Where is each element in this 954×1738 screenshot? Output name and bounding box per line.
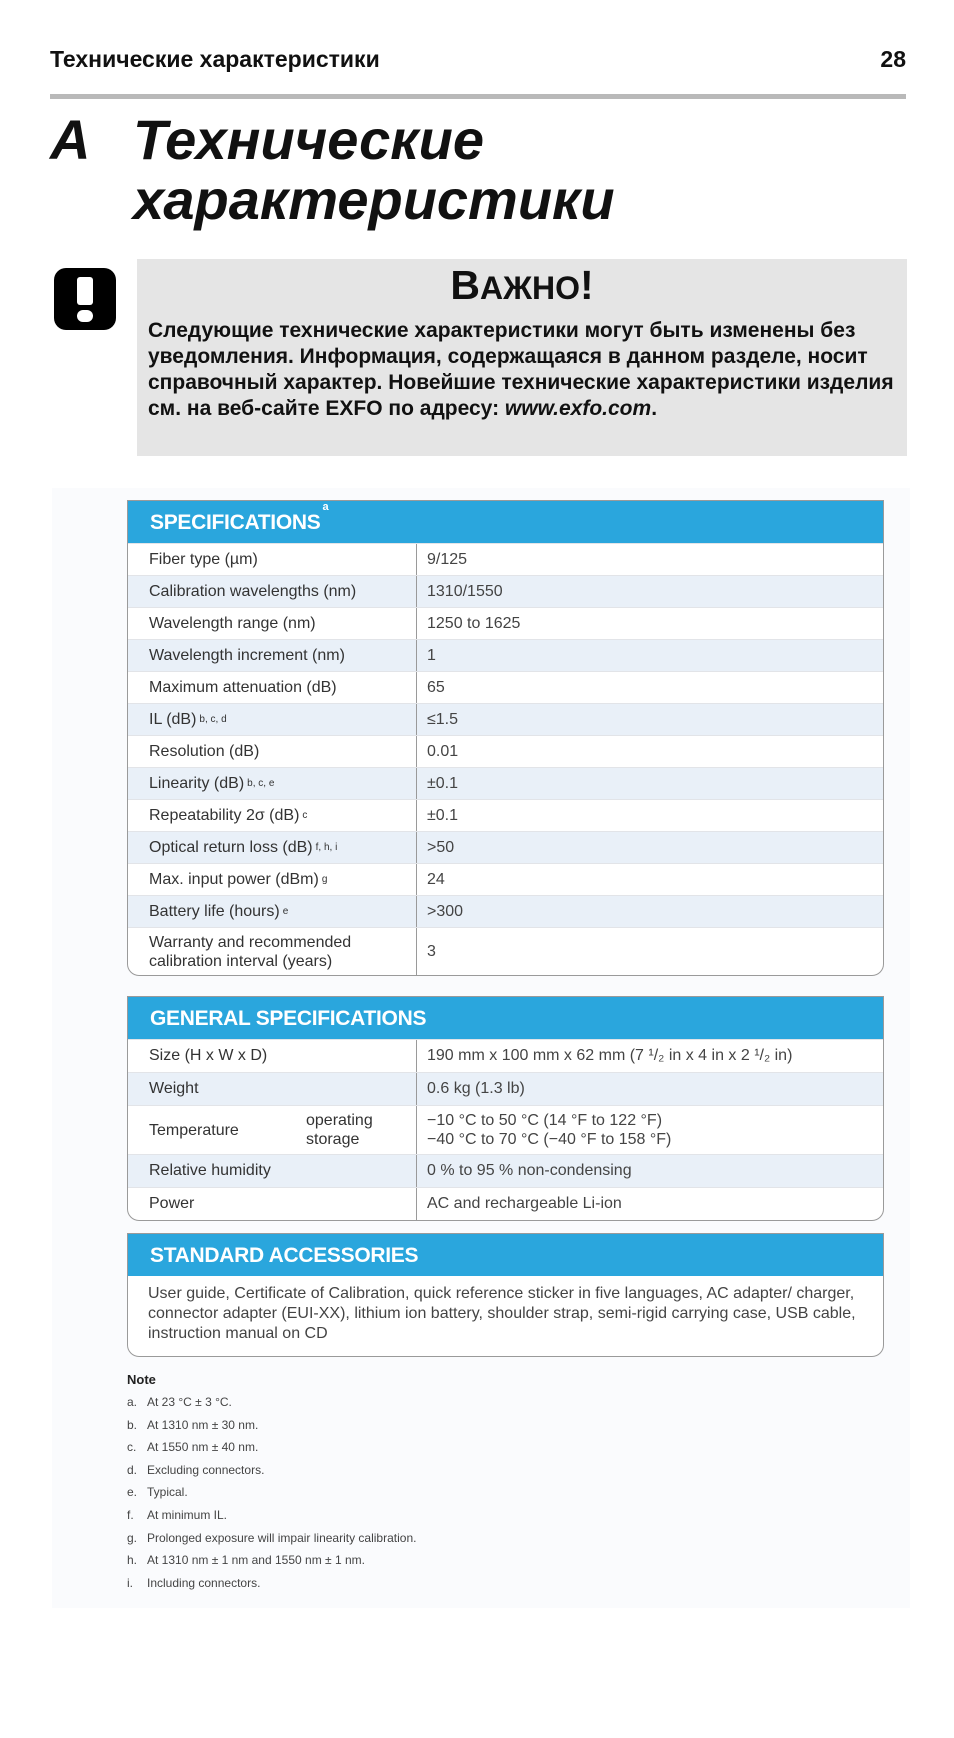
table-row: Optical return loss (dB) f, h, i >50 xyxy=(128,831,883,863)
notes-title: Note xyxy=(127,1372,156,1387)
important-notice xyxy=(137,259,907,456)
table-row: Weight 0.6 kg (1.3 lb) xyxy=(128,1072,883,1105)
list-item: e. Typical. xyxy=(127,1485,188,1500)
table-row: Warranty and recommended calibration interval (years) 3 xyxy=(128,927,883,975)
list-item: f. At minimum IL. xyxy=(127,1507,228,1522)
exfo-url[interactable]: www.exfo.com xyxy=(504,397,652,420)
table-row: Linearity (dB) b, c, e ±0.1 xyxy=(128,767,883,799)
table-row: IL (dB) b, c, d ≤1.5 xyxy=(128,703,883,735)
chapter-title-line2: характеристики xyxy=(133,168,615,231)
table-row: Wavelength range (nm) 1250 to 1625 xyxy=(128,607,883,639)
running-header-title: Технические характеристики xyxy=(50,46,380,72)
list-item: a. At 23 °C ± 3 °C. xyxy=(127,1395,232,1409)
list-item: i. Including connectors. xyxy=(127,1575,261,1590)
list-item: b. At 1310 nm ± 30 nm. xyxy=(127,1417,259,1432)
table-row: Calibration wavelengths (nm) 1310/1550 xyxy=(128,575,883,607)
list-item: g. Prolonged exposure will impair linearity calibration. xyxy=(127,1530,417,1545)
table-row: Power AC and rechargeable Li-ion xyxy=(128,1187,883,1220)
chapter-title-line1: Технические xyxy=(133,108,485,171)
table-row: Fiber type (µm) 9/125 xyxy=(128,543,883,575)
table-row: Battery life (hours) e >300 xyxy=(128,895,883,927)
general-specifications-table xyxy=(127,996,884,1221)
specifications-table xyxy=(127,500,884,976)
list-item: c. At 1550 nm ± 40 nm. xyxy=(127,1440,259,1455)
table-row: Repeatability 2σ (dB) c ±0.1 xyxy=(128,799,883,831)
table-row: Maximum attenuation (dB) 65 xyxy=(128,671,883,703)
table-row: Wavelength increment (nm) 1 xyxy=(128,639,883,671)
important-heading: ВАЖНО! xyxy=(450,262,594,308)
table-row: Temperature operating storage −10 °C to 50 °C (14 °F to 122 °F) −40 °C to 70 °C (−40 °F to 158 °F) xyxy=(128,1105,883,1154)
chapter-title xyxy=(133,110,615,230)
general-specifications-header: GENERAL SPECIFICATIONS xyxy=(128,997,883,1039)
table-row: Max. input power (dBm) g 24 xyxy=(128,863,883,895)
header-rule xyxy=(50,94,906,99)
table-row: Resolution (dB) 0.01 xyxy=(128,735,883,767)
specifications-header: SPECIFICATIONS$^a$ xyxy=(128,501,883,543)
table-row: Relative humidity 0 % to 95 % non-condensing xyxy=(128,1154,883,1187)
notes xyxy=(127,1372,416,1594)
standard-accessories-header: STANDARD ACCESSORIES xyxy=(128,1234,883,1276)
important-icon xyxy=(54,268,116,330)
list-item: d. Excluding connectors. xyxy=(127,1462,265,1477)
important-text: Следующие технические характеристики могут быть изменены без уведомления. Информация, содержащаяся в данном разделе, носит справочный характер. Новейшие технические характеристики изделия см. на веб-сайте EXFO по адресу: www.exfo.com. xyxy=(148,319,894,420)
page-number: 28 xyxy=(880,46,906,72)
chapter-letter: A xyxy=(50,108,91,171)
accessories-text: User guide, Certificate of Calibration, quick reference sticker in five languages, AC adapter/ charger, connector adapter (EUI-XX), lithium ion battery, shoulder strap, semi-rigid carrying case, USB cable, instruction manual on CD xyxy=(148,1285,856,1342)
standard-accessories-table xyxy=(127,1233,884,1357)
table-row: Size (H x W x D) 190 mm x 100 mm x 62 mm (7 ¹/₂ in x 4 in x 2 ¹/₂ in) xyxy=(128,1039,883,1072)
list-item: h. At 1310 nm ± 1 nm and 1550 nm ± 1 nm. xyxy=(127,1553,365,1568)
